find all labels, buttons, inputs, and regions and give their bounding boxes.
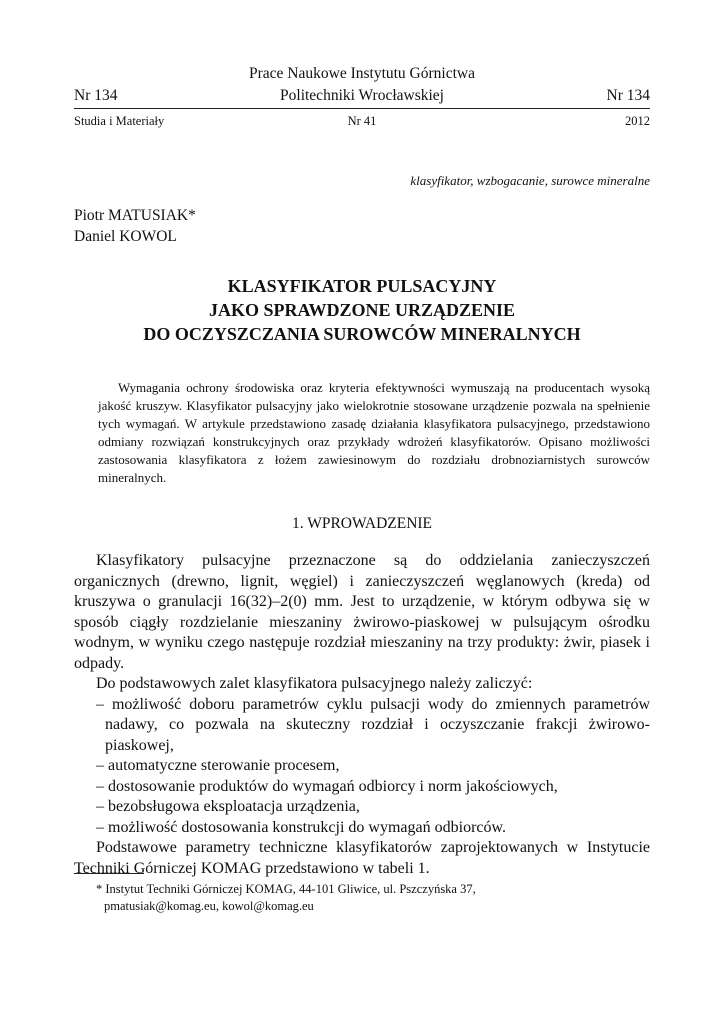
paper-title-line-2: JAKO SPRAWDZONE URZĄDZENIE — [208, 300, 516, 320]
advantages-list — [74, 695, 650, 839]
abstract: Wymagania ochrony środowiska oraz kryteria efektywności wymuszają na producentach wysoką jakość kruszyw. Klasyfikator pulsacyjny jako wielokrotnie stosowane urządzenie pozwala na spełnienie tych wymagań. W artykule przedstawiono zasadę działania klasyfikatora pulsacyjnego, przedstawiono odmiany rozwiązań konstrukcyjnych oraz przykłady wdrożeń klasyfikatorów. Opisano możliwości zastosowania klasyfikatora z łożem zawiesinowym do rozdziału drobnoziarnistych surowców mineralnych. — [98, 380, 650, 485]
journal-title-line1: Prace Naukowe Instytutu Górnictwa — [249, 65, 475, 82]
issue-number-right: Nr 134 — [606, 87, 650, 104]
series-number: Nr 41 — [347, 114, 377, 128]
author-1: Piotr MATUSIAK* — [74, 207, 196, 224]
paragraph-parameters: Podstawowe parametry techniczne klasyfikatorów zaprojektowanych w Instytucie Techniki Górniczej KOMAG przedstawiono w tabeli 1. — [74, 839, 650, 877]
list-item: – dostosowanie produktów do wymagań odbiorcy i norm jakościowych, — [96, 777, 558, 795]
paragraph-advantages-lead: Do podstawowych zalet klasyfikatora pulsacyjnego należy zaliczyć: — [96, 675, 533, 692]
paragraph-intro: Klasyfikatory pulsacyjne przeznaczone są do oddzielania zanieczyszczeń organicznych (drewno, lignit, węgiel) i zanieczyszczeń węglanowych (kreda) od kruszywa o granulacji 16(32)–2(0) mm. Jest to urządzenie, w którym odbywa się w sposób ciągły rozdzielanie mieszaniny żwirowo-piaskowej w pulsującym ośrodku wodnym, w wyniku czego następuje rozdział mieszaniny na trzy produkty: żwir, piasek i odpady. — [74, 552, 650, 672]
list-item: – bezobsługowa eksploatacja urządzenia, — [96, 798, 360, 815]
list-item: – automatyczne sterowanie procesem, — [96, 757, 340, 774]
issue-number-left: Nr 134 — [74, 87, 118, 104]
paper-title-line-3: DO OCZYSZCZANIA SUROWCÓW MINERALNYCH — [143, 324, 581, 344]
footnote — [96, 881, 636, 915]
list-item: – możliwość dostosowania konstrukcji do wymagań odbiorców. — [96, 818, 507, 836]
publication-year: 2012 — [625, 114, 650, 128]
section-heading: 1. WPROWADZENIE — [291, 515, 433, 532]
header-rule — [74, 108, 650, 109]
footnote-rule — [74, 873, 144, 874]
journal-title-line2: Politechniki Wrocławskiej — [280, 87, 444, 104]
series-name: Studia i Materiały — [74, 114, 165, 128]
footnote-affiliation: * Instytut Techniki Górniczej KOMAG, 44-101 Gliwice, ul. Pszczyńska 37, — [96, 882, 476, 896]
footnote-emails: pmatusiak@komag.eu, kowol@komag.eu — [104, 899, 314, 913]
section-body — [74, 551, 650, 879]
paper-title-line-1: KLASYFIKATOR PULSACYJNY — [227, 276, 497, 296]
list-item: – możliwość doboru parametrów cyklu pulsacji wody do zmiennych parametrów nadawy, co pozwala na skuteczny rozdział i oczyszczanie frakcji żwirowo-piaskowej, — [96, 695, 650, 754]
author-2: Daniel KOWOL — [74, 228, 177, 245]
keywords: klasyfikator, wzbogacanie, surowce mineralne — [410, 173, 650, 188]
